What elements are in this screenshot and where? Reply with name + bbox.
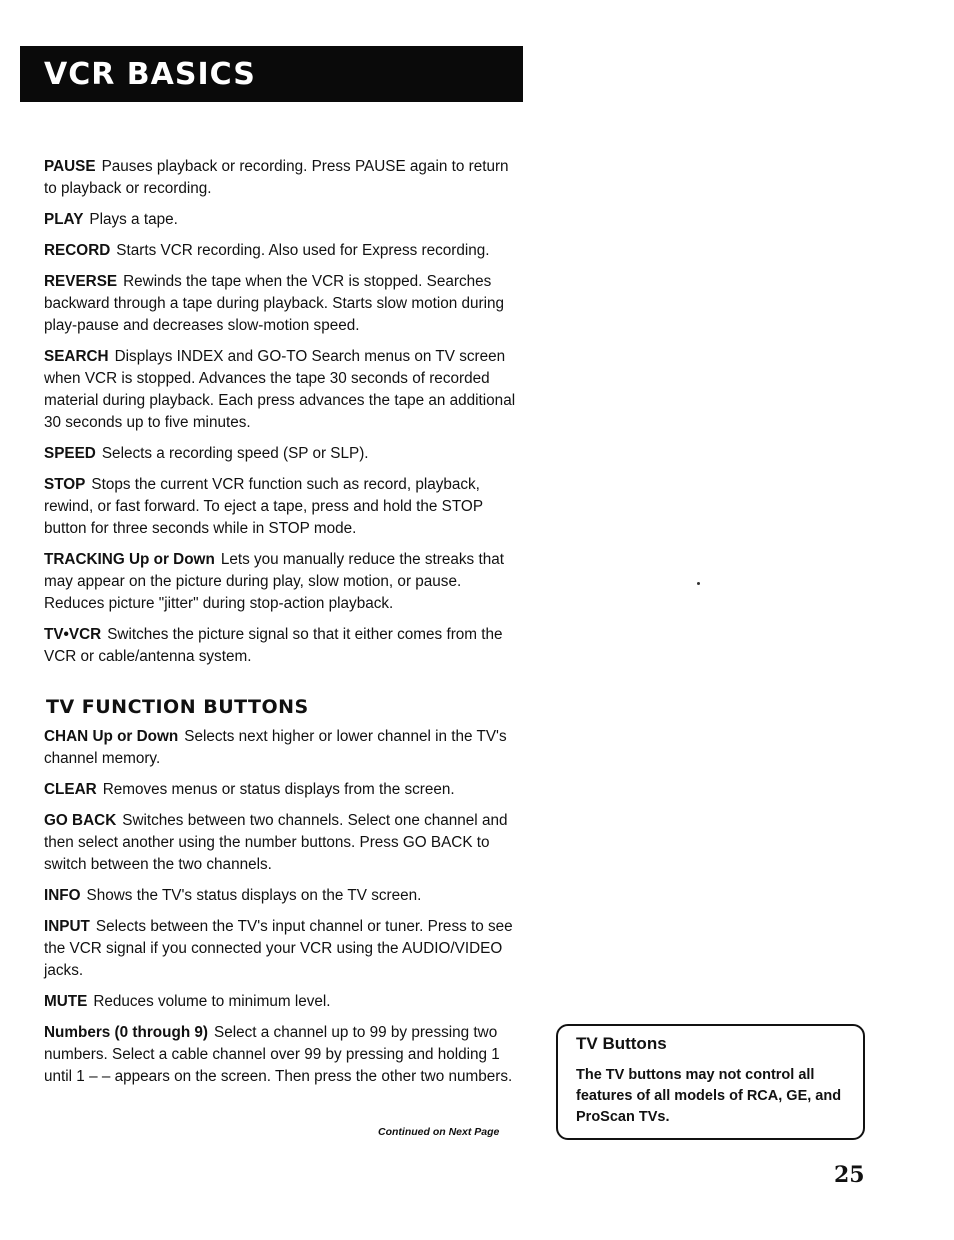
definition-text: Rewinds the tape when the VCR is stopped. Searches backward through a tape during playback. Starts slow motion during play-pause and decreases slow-motion speed. [44,273,505,334]
definition-text: Removes menus or status displays from the screen. [102,781,455,798]
definition-term: TRACKING Up or Down [44,551,215,568]
definition-text: Selects between the TV's input channel or tuner. Press to see the VCR signal if you connected your VCR using the AUDIO/VIDEO jacks. [44,918,513,979]
continued-note: Continued on Next Page [378,1126,500,1138]
definition-text: Selects next higher or lower channel in the TV's channel memory. [44,728,507,767]
callout-title: TV Buttons [576,1034,667,1053]
definition-text: Starts VCR recording. Also used for Express recording. [116,242,490,259]
definition-entry [44,549,524,615]
definition-entry [44,779,524,801]
definition-entry [44,443,524,465]
banner-title: VCR BASICS [44,56,256,92]
definition-term: STOP [44,476,86,493]
section-banner [20,46,523,102]
definition-entry [44,271,524,337]
definition-entry [44,346,524,434]
tv-button-list [44,726,524,1088]
definition-term: GO BACK [44,812,117,829]
definition-entry [44,726,524,770]
definition-term: CHAN Up or Down [44,728,179,745]
definition-term: TV•VCR [44,626,102,643]
definition-term: PAUSE [44,158,96,175]
definition-text: Lets you manually reduce the streaks that may appear on the picture during play, slow motion, or pause. Reduces picture "jitter" during stop-action playback. [44,551,504,612]
definition-text: Pauses playback or recording. Press PAUSE again to return to playback or recording. [44,158,509,197]
definition-entry [44,209,524,231]
callout-body: The TV buttons may not control all features of all models of RCA, GE, and ProScan TVs. [576,1067,842,1125]
definition-entry [44,810,524,876]
main-column [44,156,524,1097]
tv-section-title: TV FUNCTION BUTTONS [46,696,309,718]
definition-term: SPEED [44,445,96,462]
definition-entry [44,885,524,907]
definition-text: Reduces volume to minimum level. [93,993,331,1010]
speck-mark [697,582,700,585]
definition-term: PLAY [44,211,84,228]
definition-entry [44,1022,524,1088]
definition-entry [44,991,524,1013]
definition-text: Shows the TV's status displays on the TV screen. [86,887,422,904]
definition-text: Select a channel up to 99 by pressing two numbers. Select a cable channel over 99 by pressing and holding 1 until 1 – – appears on the screen. Then press the other two numbers. [44,1024,513,1085]
definition-entry [44,624,524,668]
vcr-button-list [44,156,524,668]
definition-term: RECORD [44,242,111,259]
definition-term: INPUT [44,918,90,935]
definition-entry [44,916,524,982]
definition-term: CLEAR [44,781,97,798]
definition-term: MUTE [44,993,88,1010]
definition-term: REVERSE [44,273,118,290]
definition-term: Numbers (0 through 9) [44,1024,209,1041]
definition-entry [44,474,524,540]
definition-text: Stops the current VCR function such as record, playback, rewind, or fast forward. To eject a tape, press and hold the STOP button for three seconds while in STOP mode. [44,476,483,537]
definition-text: Switches between two channels. Select one channel and then select another using the number buttons. Press GO BACK to switch between the two channels. [44,812,508,873]
definition-text: Plays a tape. [89,211,178,228]
page-number: 25 [834,1162,865,1188]
definition-text: Displays INDEX and GO-TO Search menus on TV screen when VCR is stopped. Advances the tape 30 seconds of recorded material during playback. Each press advances the tape an additional 30 seconds up to five minutes. [44,348,516,431]
definition-text: Switches the picture signal so that it either comes from the VCR or cable/antenna system. [44,626,503,665]
definition-term: SEARCH [44,348,109,365]
definition-entry [44,240,524,262]
definition-entry [44,156,524,200]
definition-text: Selects a recording speed (SP or SLP). [101,445,369,462]
definition-term: INFO [44,887,81,904]
tv-buttons-callout [556,1024,865,1140]
